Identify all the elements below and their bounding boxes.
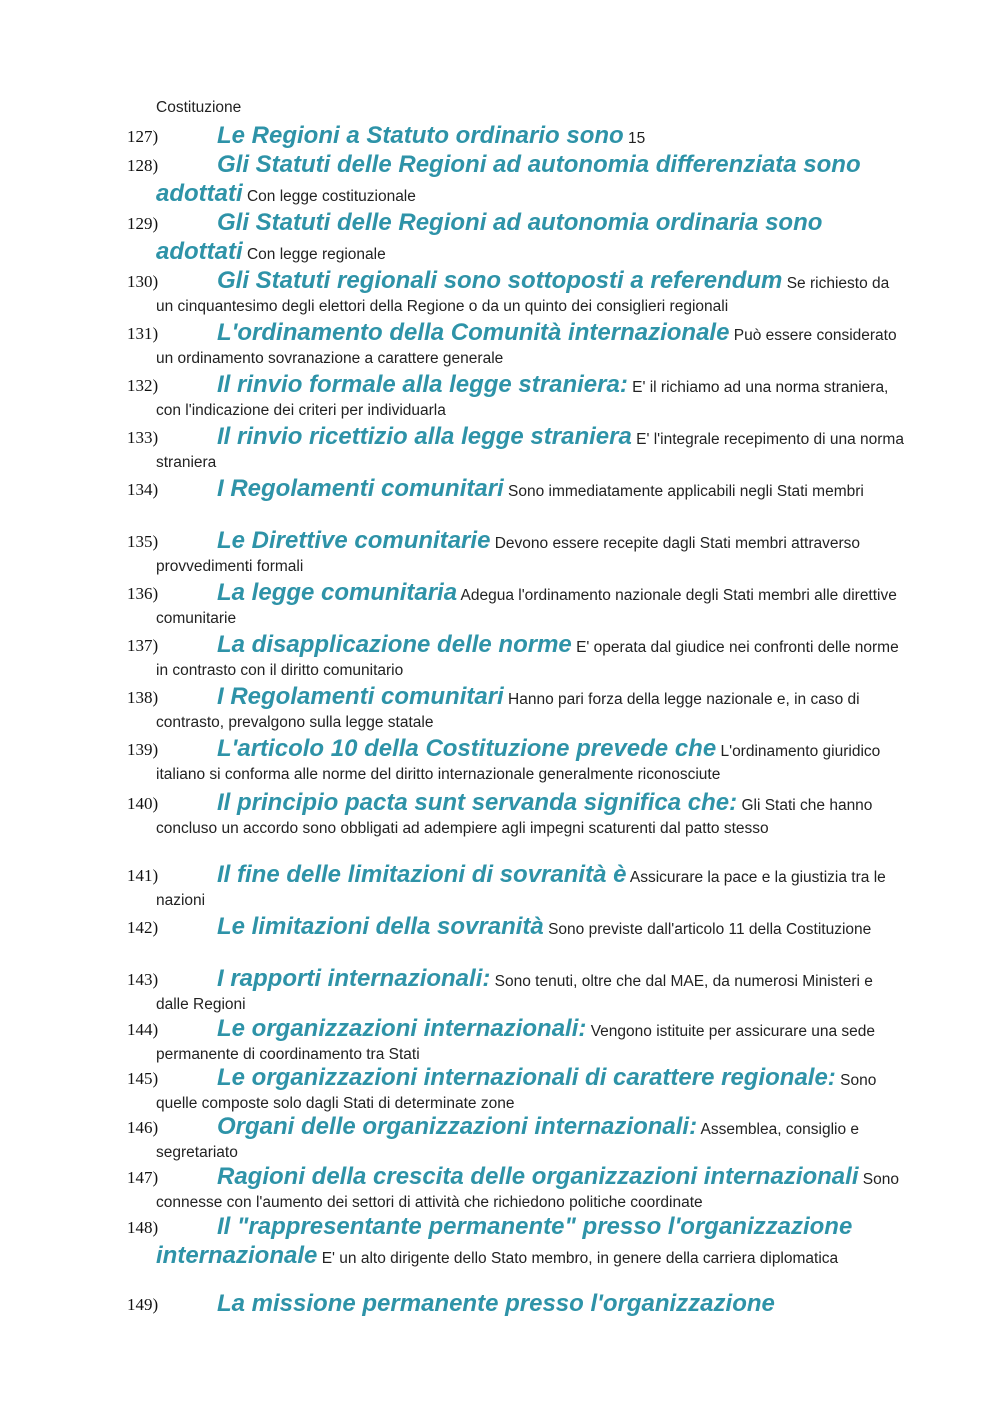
answer-text: Gli Stati che hanno concluso un accordo sono obbligati ad adempiere agli impegni scaturenti dal patto stesso bbox=[156, 797, 873, 837]
question-text: Le Direttive comunitarie bbox=[217, 527, 491, 554]
item-number: 134) bbox=[127, 480, 159, 499]
question-text: I Regolamenti comunitari bbox=[217, 475, 504, 502]
item-number: 147) bbox=[127, 1168, 159, 1187]
answer-text: Sono immediatamente applicabili negli Stati membri bbox=[508, 483, 864, 500]
item-number: 132) bbox=[127, 376, 159, 395]
item-number: 139) bbox=[127, 740, 159, 759]
item-body bbox=[156, 964, 906, 1016]
item-body bbox=[156, 578, 906, 630]
item-body bbox=[156, 121, 906, 150]
item-body bbox=[156, 1289, 906, 1318]
question-text: L'articolo 10 della Costituzione prevede che bbox=[217, 735, 717, 762]
item-body bbox=[156, 370, 906, 422]
item-number: 138) bbox=[127, 688, 159, 707]
item-number: 143) bbox=[127, 970, 159, 989]
item-body bbox=[156, 630, 906, 682]
question-text: Il fine delle limitazioni di sovranità è bbox=[217, 861, 627, 888]
item-number: 144) bbox=[127, 1020, 159, 1039]
question-text: Gli Statuti regionali sono sottoposti a referendum bbox=[217, 267, 783, 294]
continuation-text: Costituzione bbox=[156, 99, 242, 116]
question-text: Il rinvio formale alla legge straniera: bbox=[217, 371, 628, 398]
answer-text: Adegua l'ordinamento nazionale degli Stati membri alle direttive comunitarie bbox=[156, 587, 897, 627]
item-body bbox=[156, 266, 906, 318]
item-number: 136) bbox=[127, 584, 159, 603]
answer-text: Sono previste dall'articolo 11 della Costituzione bbox=[548, 921, 872, 938]
answer-text: Se richiesto da un cinquantesimo degli elettori della Regione o da un quinto dei consiglieri regionali bbox=[156, 275, 890, 315]
answer-text: E' un alto dirigente dello Stato membro, in genere della carriera diplomatica bbox=[321, 1250, 839, 1267]
item-body bbox=[156, 1162, 906, 1214]
answer-text: Hanno pari forza della legge nazionale e, in caso di contrasto, prevalgono sulla legge statale bbox=[156, 691, 860, 731]
item-number: 133) bbox=[127, 428, 159, 447]
item-body bbox=[156, 860, 906, 912]
item-body bbox=[156, 1014, 906, 1066]
question-text: Il "rappresentante permanente" presso l'organizzazione internazionale bbox=[156, 1213, 853, 1269]
answer-text: Con legge costituzionale bbox=[246, 188, 416, 205]
question-text: I rapporti internazionali: bbox=[217, 965, 491, 992]
question-text: Gli Statuti delle Regioni ad autonomia differenziata sono adottati bbox=[156, 151, 861, 207]
question-text: Le limitazioni della sovranità bbox=[217, 913, 544, 940]
item-number: 131) bbox=[127, 324, 159, 343]
item-number: 140) bbox=[127, 794, 159, 813]
answer-text: Sono connesse con l'aumento dei settori di attività che richiedono politiche coordinate bbox=[156, 1171, 899, 1211]
question-text: Ragioni della crescita delle organizzazioni internazionali bbox=[217, 1163, 859, 1190]
answer-text: E' il richiamo ad una norma straniera, con l'indicazione dei criteri per individuarla bbox=[156, 379, 889, 419]
answer-text: L'ordinamento giuridico italiano si conforma alle norme del diritto internazionale generalmente riconosciute bbox=[156, 743, 881, 783]
item-number: 127) bbox=[127, 127, 159, 146]
item-number: 149) bbox=[127, 1295, 159, 1314]
item-number: 129) bbox=[127, 214, 159, 233]
answer-text: 15 bbox=[628, 130, 646, 147]
item-body bbox=[156, 1112, 906, 1164]
item-number: 128) bbox=[127, 156, 159, 175]
question-text: Il principio pacta sunt servanda significa che: bbox=[217, 789, 738, 816]
item-body bbox=[156, 788, 906, 840]
question-text: Le Regioni a Statuto ordinario sono bbox=[217, 122, 624, 149]
item-number: 148) bbox=[127, 1218, 159, 1237]
item-body bbox=[156, 912, 906, 941]
item-body bbox=[156, 734, 906, 786]
answer-text: Può essere considerato un ordinamento sovranazione a carattere generale bbox=[156, 327, 897, 367]
question-text: L'ordinamento della Comunità internazionale bbox=[217, 319, 730, 346]
question-text: Il rinvio ricettizio alla legge straniera bbox=[217, 423, 632, 450]
answer-text: Con legge regionale bbox=[246, 246, 386, 263]
answer-text: Assicurare la pace e la giustizia tra le nazioni bbox=[156, 869, 886, 909]
question-text: La legge comunitaria bbox=[217, 579, 458, 606]
question-text: Organi delle organizzazioni internazionali: bbox=[217, 1113, 698, 1140]
item-body bbox=[156, 150, 906, 208]
item-body bbox=[156, 682, 906, 734]
item-body bbox=[156, 474, 906, 503]
item-body bbox=[156, 1063, 906, 1115]
answer-text: E' l'integrale recepimento di una norma straniera bbox=[156, 431, 904, 471]
answer-text: Vengono istituite per assicurare una sede permanente di coordinamento tra Stati bbox=[156, 1023, 876, 1063]
answer-text: Sono quelle composte solo dagli Stati di determinate zone bbox=[156, 1072, 877, 1112]
question-text: I Regolamenti comunitari bbox=[217, 683, 504, 710]
question-text: La disapplicazione delle norme bbox=[217, 631, 572, 658]
item-number: 135) bbox=[127, 532, 159, 551]
item-number: 130) bbox=[127, 272, 159, 291]
item-body bbox=[156, 208, 906, 266]
item-number: 146) bbox=[127, 1118, 159, 1137]
item-number: 137) bbox=[127, 636, 159, 655]
item-body bbox=[156, 526, 906, 578]
question-text: Le organizzazioni internazionali: bbox=[217, 1015, 587, 1042]
question-text: La missione permanente presso l'organizzazione bbox=[217, 1290, 775, 1317]
answer-text: Assemblea, consiglio e segretariato bbox=[156, 1121, 860, 1161]
question-text: Gli Statuti delle Regioni ad autonomia ordinaria sono adottati bbox=[156, 209, 823, 265]
item-number: 142) bbox=[127, 918, 159, 937]
answer-text: Devono essere recepite dagli Stati membri attraverso provvedimenti formali bbox=[156, 535, 861, 575]
answer-text: Sono tenuti, oltre che dal MAE, da numerosi Ministeri e dalle Regioni bbox=[156, 973, 873, 1013]
answer-text: E' operata dal giudice nei confronti delle norme in contrasto con il diritto comunitario bbox=[156, 639, 899, 679]
item-body bbox=[156, 1212, 906, 1270]
item-body bbox=[156, 318, 906, 370]
question-text: Le organizzazioni internazionali di carattere regionale: bbox=[217, 1064, 836, 1091]
item-number: 141) bbox=[127, 866, 159, 885]
item-number: 145) bbox=[127, 1069, 159, 1088]
item-body bbox=[156, 422, 906, 474]
